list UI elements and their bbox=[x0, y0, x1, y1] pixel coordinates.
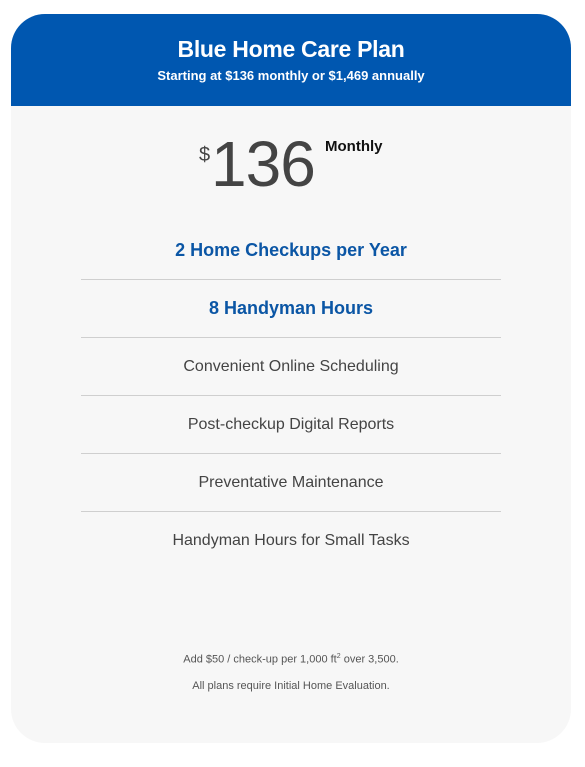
plan-header bbox=[11, 14, 571, 106]
footnote-surcharge-prefix: Add $50 / check-up per 1,000 ft bbox=[183, 653, 337, 666]
feature-item-small-tasks: Handyman Hours for Small Tasks bbox=[172, 532, 410, 549]
footnote-evaluation: All plans require Initial Home Evaluation. bbox=[192, 679, 390, 692]
footnote-surcharge-sup: 2 bbox=[336, 653, 341, 660]
footnote-surcharge-suffix: over 3,500. bbox=[340, 653, 399, 666]
feature-list bbox=[81, 222, 501, 569]
footnote-surcharge bbox=[11, 650, 571, 667]
footnotes bbox=[11, 650, 571, 705]
feature-item-digital-reports: Post-checkup Digital Reports bbox=[81, 396, 501, 454]
price-amount: 136 bbox=[211, 128, 315, 200]
price-block bbox=[11, 106, 571, 216]
plan-title: Blue Home Care Plan bbox=[177, 36, 405, 62]
feature-item-handyman-hours: 8 Handyman Hours bbox=[81, 280, 501, 338]
price-currency: $ bbox=[199, 144, 211, 166]
plan-subtitle: Starting at $136 monthly or $1,469 annually bbox=[157, 68, 425, 83]
feature-item-home-checkups: 2 Home Checkups per Year bbox=[81, 222, 501, 280]
feature-item-online-scheduling: Convenient Online Scheduling bbox=[81, 338, 501, 396]
feature-item-preventative-maintenance: Preventative Maintenance bbox=[81, 454, 501, 512]
plan-card bbox=[11, 14, 571, 743]
price-period: Monthly bbox=[325, 138, 383, 155]
